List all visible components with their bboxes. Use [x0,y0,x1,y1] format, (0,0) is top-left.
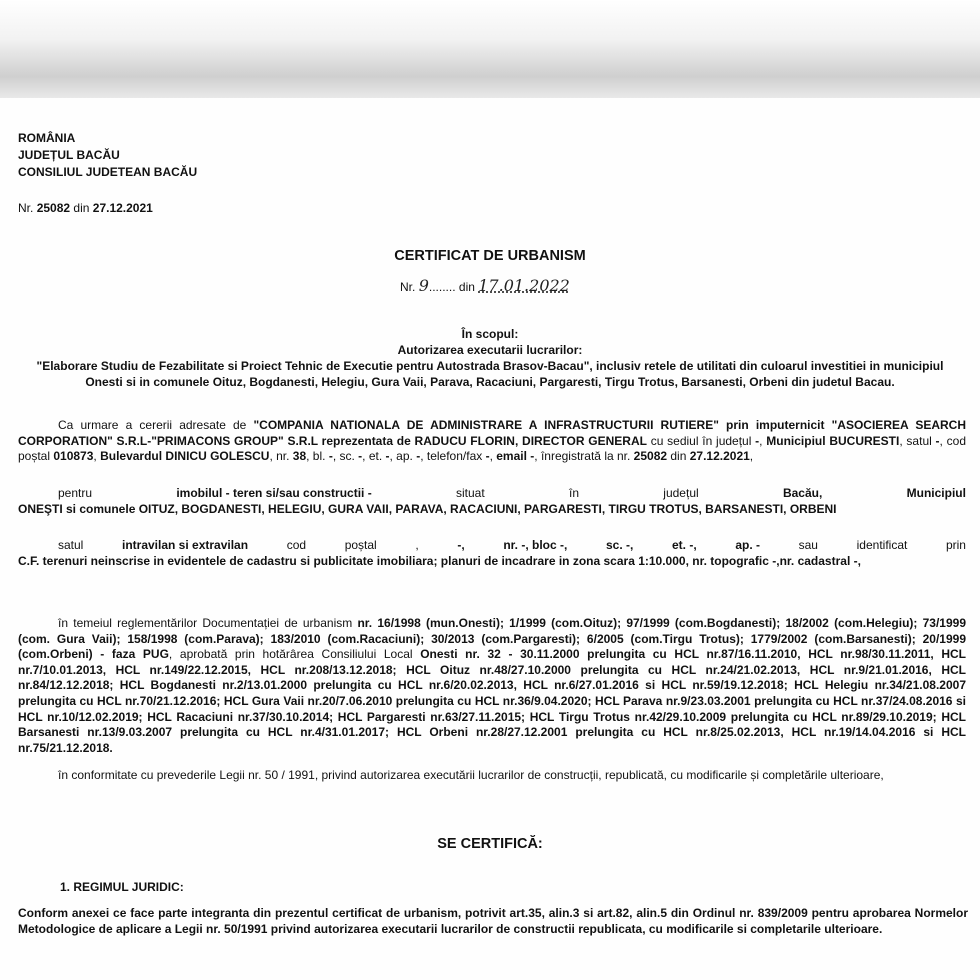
request-paragraph: Ca urmare a cererii adresate de "COMPANIA NATIONALA DE ADMINISTRARE A INFRASTRUCTURII RUTIERE" prin imputernicit "ASOCIEREA SEARCH CORPORATION" S.R.L-"PRIMACONS GROUP" S.R.L reprezentata de RADUCU FLORIN, DIRECTOR GENERAL cu sediul în județul -, Municipiul BUCURESTI, satul -, cod poștal 010873, Bulevardul DINICU GOLESCU, nr. 38, bl. -, sc. -, et. -, ap. -, telefon/fax -, email -, înregistrată la nr. 25082 din 27.12.2021, [18,418,966,464]
property-paragraph [18,486,966,517]
property-line-1: pentru imobilul - teren si/sau constructii - situat în județul Bacău, Municipiul [58,486,966,500]
section-1-title: 1. REGIMUL JURIDIC: [60,880,184,894]
property-line-2: ONEŞTI si comunele OITUZ, BOGDANESTI, HELEGIU, GURA VAII, PARAVA, RACACIUNI, PARGARESTI, TIRGU TROTUS, BARSANESTI, ORBENI [18,501,837,516]
scope-block [20,326,960,390]
handwritten-date: 17.01.2022 [478,276,570,295]
location-rest: C.F. terenuri neinscrise in evidentele de cadastru si publicitate imobiliara; planuri de incadrare in zona scara 1:10.000, nr. topografic -,nr. cadastral -, [18,553,861,568]
registration-number-value: 25082 [36,201,71,215]
registration-number: Nr. 25082 din 27.12.2021 [18,201,153,215]
scope-subtitle: Autorizarea executarii lucrarilor: [397,343,583,357]
scope-label: În scopul: [461,327,519,341]
handwritten-number: 9 [418,276,429,295]
certificate-number-line: Nr. 9........ din 17.01.2022 [400,276,570,295]
country-line: ROMÂNIA [18,131,76,145]
location-line-1: satul intravilan si extravilan cod poștal , -, nr. -, bloc -, sc. -, et. -, ap. - sau identificat prin [58,538,966,552]
document-page [0,98,980,980]
conformity-paragraph: în conformitate cu prevederile Legii nr. 50 / 1991, privind autorizarea executării lucrarilor de construcții, republicată, cu modificarile și completările ulterioare, [58,768,884,782]
county-line: JUDEȚUL BACĂU [18,148,120,162]
scope-text: "Elaborare Studiu de Fezabilitate si Proiect Tehnic de Executie pentru Autostrada Brasov-Bacau", inclusiv retele de utilitati din culoarul investitiei in municipiul Onesti si in comunele Oituz, Bogdanesti, Helegiu, Gura Vaii, Parava, Racaciuni, Pargaresti, Tirgu Trotus, Barsanesti, Orbeni din judetul Bacau. [36,359,944,389]
legal-basis-paragraph: în temeiul reglementărilor Documentației de urbanism nr. 16/1998 (mun.Onesti); 1/1999 (com.Oituz); 97/1999 (com.Bogdanesti); 18/2002 (com.Helegiu); 73/1999 (com. Gura Vaii); 158/1998 (com.Parava); 183/2010 (com.Racaciuni); 30/2013 (com.Pargaresti); 6/2005 (com.Tirgu Trotus); 1779/2002 (com.Barsanesti); 20/1999 (com.Orbeni) - faza PUG, aprobată prin hotărârea Consiliului Local Onesti nr. 32 - 30.11.2000 prelungita cu HCL nr.87/16.11.2010, HCL nr.98/30.11.2011, HCL nr.7/10.01.2013, HCL nr.149/22.12.2015, HCL nr.208/13.12.2018; HCL Oituz nr.48/27.10.2000 prelungita cu HCL nr.24/21.02.2013, HCL nr.9/21.01.2016, HCL nr.84/12.12.2018; HCL Bogdanesti nr.2/13.01.2000 prelungita cu HCL nr.6/20.02.2013, HCL nr.6/27.01.2016 si HCL nr.59/19.12.2018; HCL Helegiu nr.34/21.08.2007 prelungita cu HCL nr.70/21.12.2016; HCL Gura Vaii nr.20/7.06.2010 prelungita cu HCL nr.36/9.04.2020; HCL Parava nr.9/23.03.2001 prelungita cu HCL nr.37/24.08.2016 si HCL nr.10/12.02.2019; HCL Racaciuni nr.37/30.10.2014; HCL Pargaresti nr.63/27.11.2015; HCL Tirgu Trotus nr.42/29.10.2009 prelungita cu HCL nr.89/29.10.2019; HCL Barsanesti nr.13/9.03.2007 prelungita cu HCL nr.4/31.01.2017; HCL Orbeni nr.28/27.12.2001 prelungita cu HCL nr.8/25.02.2013, HCL nr.19/14.04.2016 si HCL nr.75/21.12.2018. [18,616,967,755]
document-title: CERTIFICAT DE URBANISM [394,248,586,264]
section-1-text: Conform anexei ce face parte integranta din prezentul certificat de urbanism, potrivit art.35, alin.3 si art.82, alin.5 din Ordinul nr. 839/2009 pentru aprobarea Normelor Metodologice de aplicare a Legii nr. 50/1991 privind autorizarea executarii lucrarilor de constructii republicata, cu modificarile si completarile ulterioare. [18,906,968,936]
registration-date: 27.12.2021 [92,201,153,215]
council-line: CONSILIUL JUDETEAN BACĂU [18,165,198,179]
photo-top-shadow [0,0,980,98]
location-paragraph [18,538,966,569]
se-certifica-heading: SE CERTIFICĂ: [437,836,543,852]
issuer-header [18,130,197,181]
